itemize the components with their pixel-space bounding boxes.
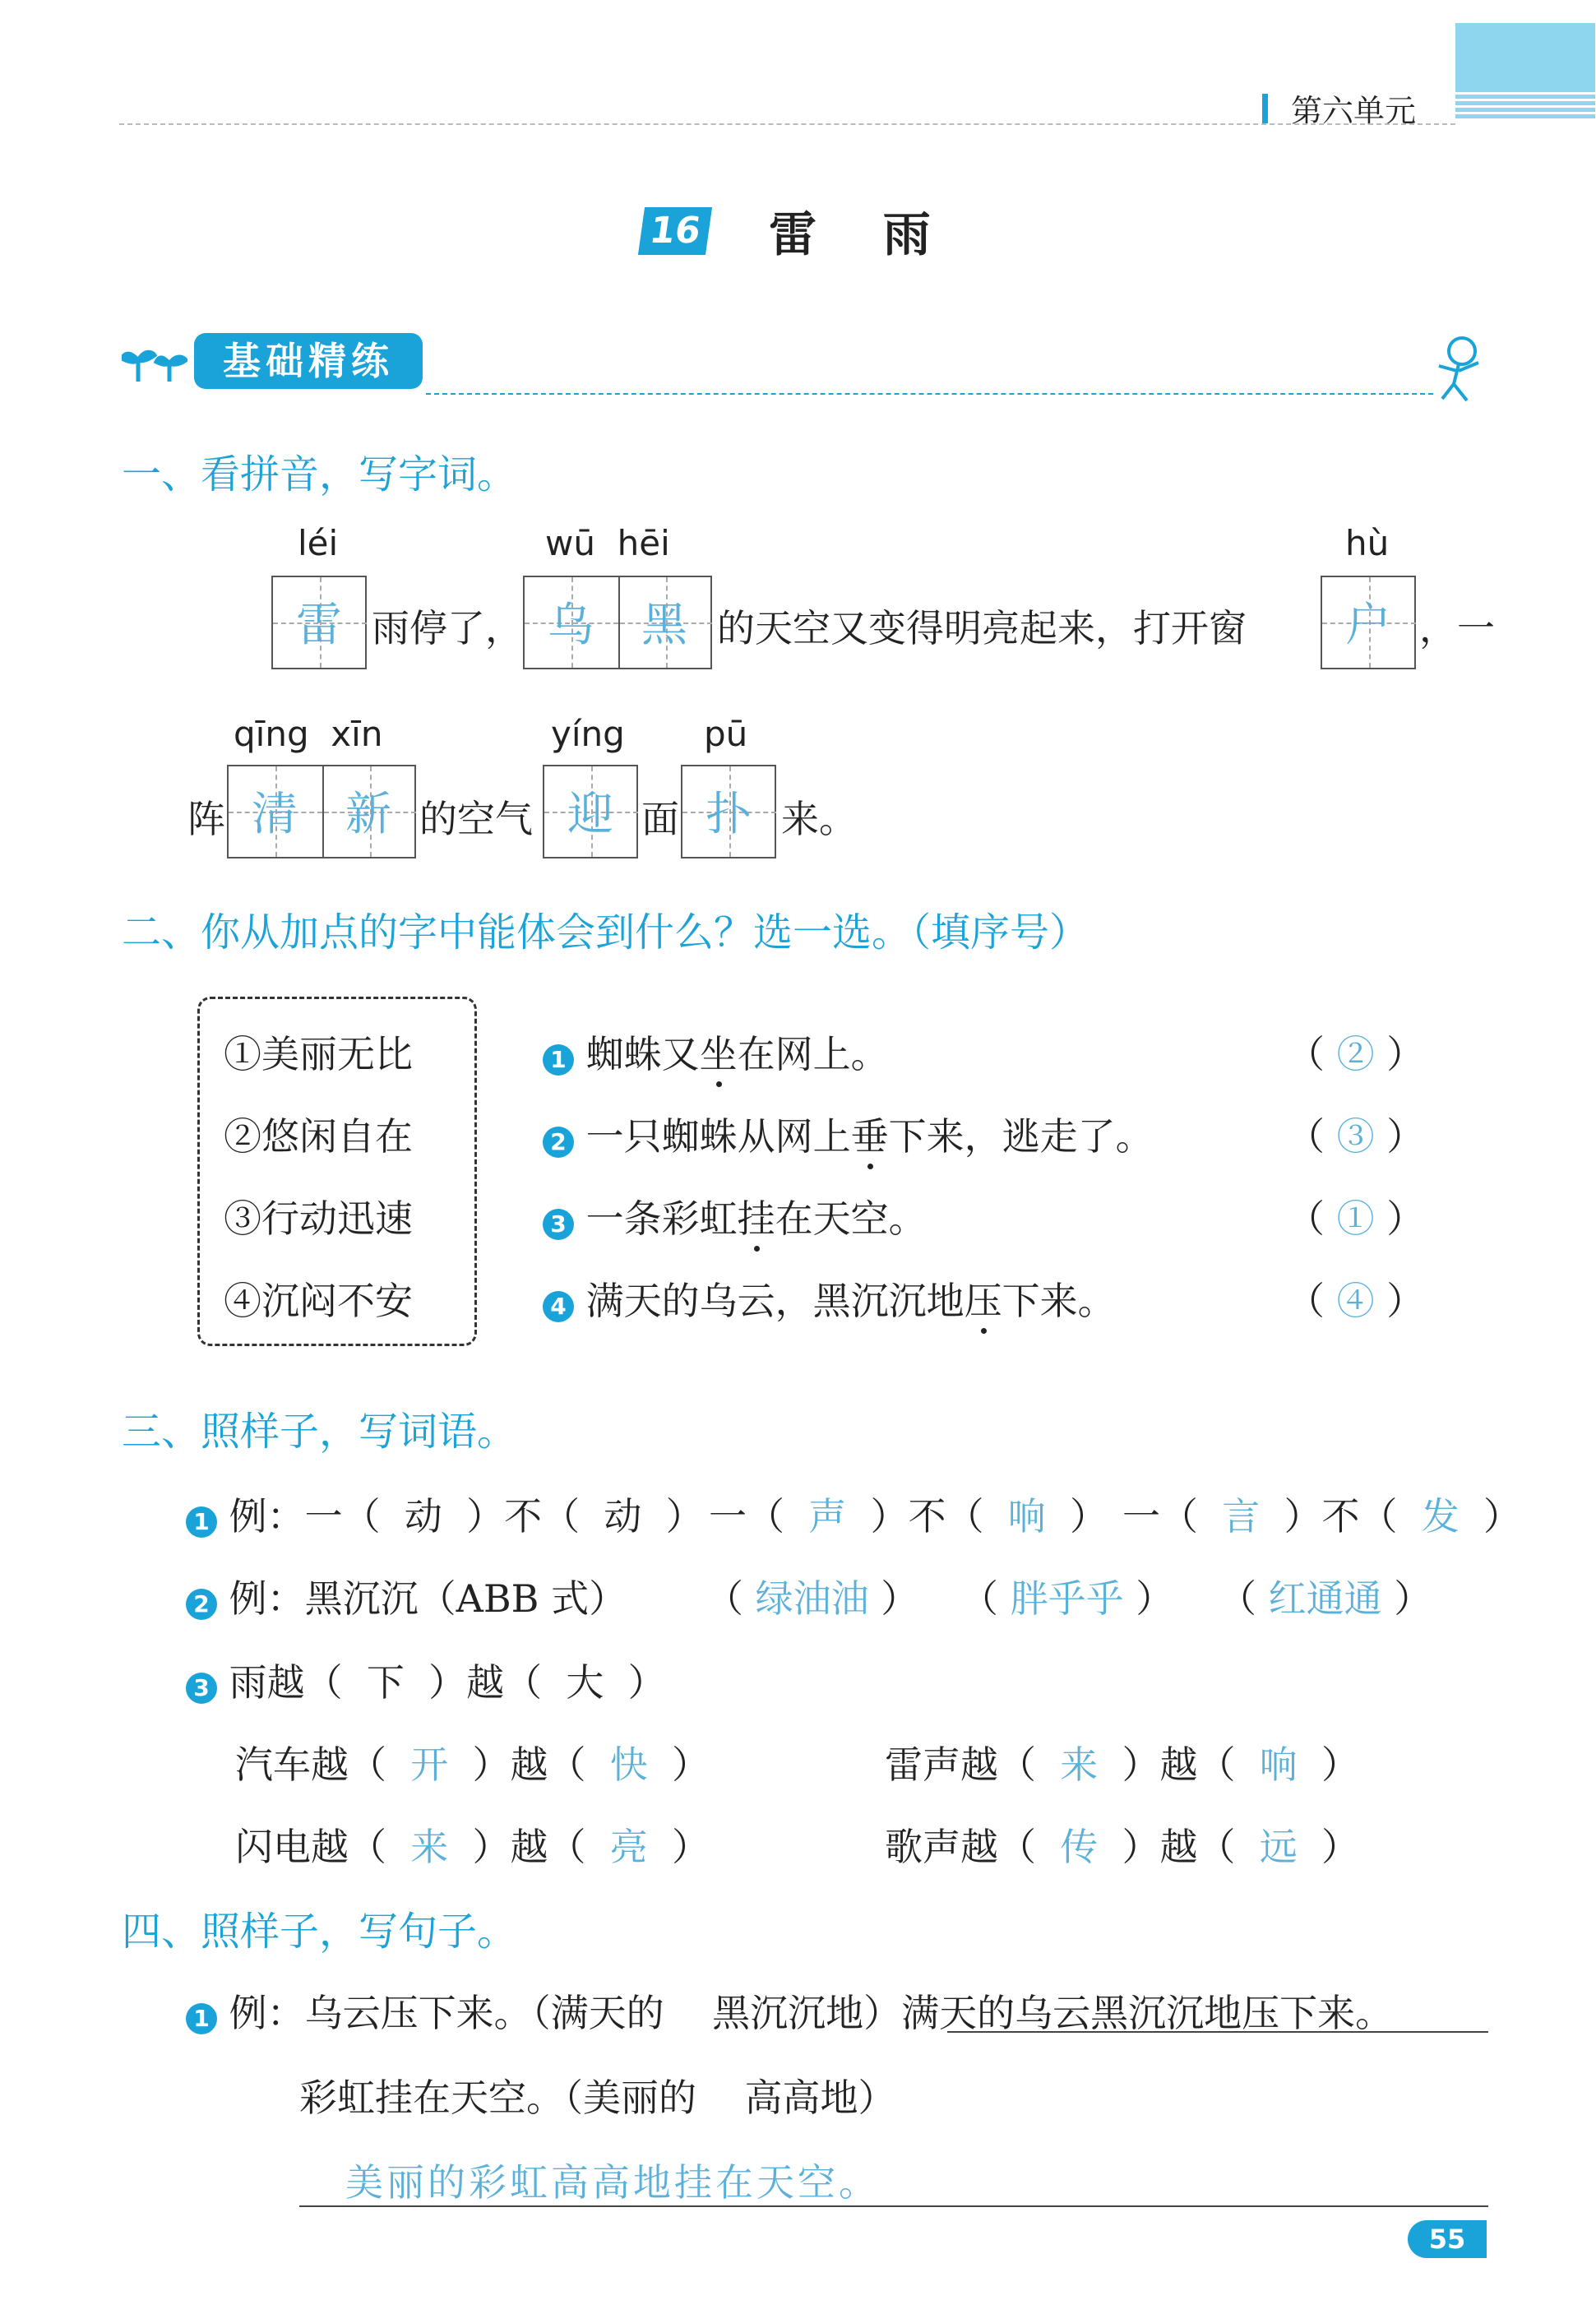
pair-label: 雷声越	[885, 1742, 998, 1787]
s3-answer: 言	[1222, 1494, 1261, 1539]
s3-row2-ans-1[interactable]: （ 绿油油 ）	[705, 1576, 919, 1621]
item-pre: 满天的乌云，黑沉沉地	[585, 1279, 965, 1323]
lesson-number: 16	[638, 207, 712, 255]
text-2: 的天空又变得明亮起来，打开窗	[717, 606, 1247, 650]
text-4: 阵	[187, 797, 225, 841]
text-5: 的空气	[419, 797, 533, 841]
answer-qing: 清	[252, 788, 298, 841]
s3-row2-ans-2[interactable]: （ 胖乎乎 ）	[960, 1576, 1174, 1621]
s4-example-prefix: 例：乌云压下来。（满天的 黑沉沉地）	[229, 1991, 902, 2035]
s4-example-result: 满天的乌云黑沉沉地压下来。	[901, 1991, 1394, 2035]
pair-2[interactable]: 雷声越（ 来 ）越（ 响 ）	[885, 1742, 1359, 1787]
running-figure-icon	[1431, 333, 1488, 410]
item-post: 下来，逃走了。	[888, 1114, 1154, 1159]
answer-2: ③	[1336, 1114, 1375, 1159]
answer-paren-2[interactable]: （ ③ ）	[1287, 1114, 1425, 1159]
pair-4[interactable]: 歌声越（ 传 ）越（ 远 ）	[885, 1825, 1359, 1869]
dotted-char: 垂	[851, 1107, 889, 1161]
pair-label: 闪电越	[235, 1825, 349, 1869]
banner-label	[194, 333, 423, 389]
pair-label: 汽车越	[235, 1742, 349, 1787]
pair-answer: 传	[1060, 1825, 1099, 1869]
item-number: 2	[186, 1589, 217, 1620]
lesson-title: 雷 雨	[769, 206, 931, 262]
s3-row1-example: 例：一（ 动 ）不（ 动 ）	[229, 1494, 704, 1539]
option-4: ④沉闷不安	[224, 1279, 413, 1323]
answer-paren-1[interactable]: （ ② ）	[1287, 1032, 1425, 1076]
pair-answer: 快	[609, 1742, 648, 1787]
item-2	[543, 1107, 1154, 1161]
item-1	[543, 1025, 889, 1079]
s3-answer: 声	[808, 1494, 847, 1539]
s3-row3-example: 雨越（ 下 ）越（ 大 ）	[229, 1660, 666, 1705]
section2-title: 二、你从加点的字中能体会到什么？选一选。（填序号）	[122, 909, 1089, 956]
pinyin-wuhei: wū hēi	[545, 523, 670, 563]
s3-row1	[186, 1487, 704, 1541]
pair-answer: 亮	[609, 1825, 648, 1869]
pinyin-ying: yíng	[551, 714, 625, 754]
pair-answer: 来	[410, 1825, 449, 1869]
s3-row1-ans-a[interactable]: 一（ 声 ）不（ 响 ）	[709, 1494, 1108, 1539]
answer-wu: 乌	[548, 599, 594, 652]
pair-1[interactable]: 汽车越（ 开 ）越（ 快 ）	[235, 1742, 710, 1787]
header-dash-line	[119, 123, 1455, 125]
pair-3[interactable]: 闪电越（ 来 ）越（ 亮 ）	[235, 1825, 710, 1869]
pair-answer: 开	[410, 1742, 449, 1787]
answer-box-wuhei[interactable]	[523, 576, 712, 669]
banner-text: 基础精练	[223, 339, 394, 383]
section4-title: 四、照样子，写句子。	[122, 1909, 517, 1955]
item-number: 4	[543, 1291, 574, 1322]
pinyin-pu: pū	[704, 714, 748, 754]
unit-label: 第六单元	[1291, 93, 1417, 129]
s4-example	[186, 1983, 1393, 2038]
text-7: 来。	[781, 797, 857, 841]
item-3	[543, 1189, 927, 1243]
item-post: 在天空。	[775, 1196, 927, 1241]
s3-row3	[186, 1653, 666, 1707]
dotted-char: 坐	[700, 1025, 738, 1079]
item-pre: 一条彩虹	[585, 1196, 738, 1241]
answer-xin: 新	[345, 788, 391, 841]
answer-hu: 户	[1345, 599, 1391, 652]
answer-lei: 雷	[296, 599, 342, 652]
s3-answer: 绿油油	[755, 1576, 869, 1621]
s3-row1-ans-b[interactable]: 一（ 言 ）不（ 发 ）	[1122, 1494, 1521, 1539]
example-underline	[947, 2031, 1488, 2033]
s3-answer: 发	[1421, 1494, 1460, 1539]
text-1: 雨停了，	[372, 606, 523, 650]
answer-1: ②	[1336, 1032, 1375, 1076]
answer-ying: 迎	[567, 788, 613, 841]
answer-box-qingxin[interactable]	[227, 765, 416, 858]
item-4	[543, 1271, 1116, 1326]
option-3: ③行动迅速	[224, 1196, 413, 1241]
answer-box-pu[interactable]	[681, 765, 776, 858]
answer-paren-3[interactable]: （ ① ）	[1287, 1196, 1425, 1241]
item-number: 3	[186, 1673, 217, 1704]
item-number: 1	[186, 2003, 217, 2034]
answer-box-lei[interactable]	[271, 576, 367, 669]
header-bar	[1262, 94, 1268, 123]
option-2: ②悠闲自在	[224, 1114, 413, 1159]
section1-title: 一、看拼音，写字词。	[122, 451, 517, 497]
pair-label: 歌声越	[885, 1825, 998, 1869]
dotted-char: 压	[965, 1271, 1002, 1326]
pair-answer: 来	[1060, 1742, 1099, 1787]
item-number: 2	[543, 1127, 574, 1158]
item-pre: 蜘蛛又	[585, 1032, 700, 1076]
item-pre: 一只蜘蛛从网上	[585, 1114, 851, 1159]
pinyin-qingxin: qīng xīn	[234, 714, 383, 754]
option-1: ①美丽无比	[224, 1032, 413, 1076]
answer-3: ①	[1336, 1196, 1375, 1241]
item-number: 1	[186, 1506, 217, 1538]
item-post: 在网上。	[737, 1032, 889, 1076]
s4-answer[interactable]: 美丽的彩虹高高地挂在天空。	[345, 2160, 880, 2205]
answer-pu: 扑	[705, 788, 752, 841]
answer-box-hu[interactable]	[1321, 576, 1416, 669]
answer-4: ④	[1336, 1279, 1375, 1323]
header-stripes	[1455, 92, 1595, 120]
answer-hei: 黑	[641, 599, 687, 652]
item-number: 1	[543, 1044, 574, 1076]
s3-row2-ans-3[interactable]: （ 红通通 ）	[1219, 1576, 1432, 1621]
sprout-icon	[122, 332, 187, 386]
pair-answer: 响	[1259, 1742, 1298, 1787]
section3-title: 三、照样子，写词语。	[122, 1409, 517, 1455]
item-number: 3	[543, 1209, 574, 1240]
answer-paren-4[interactable]: （ ④ ）	[1287, 1279, 1425, 1323]
answer-box-ying[interactable]	[543, 765, 638, 858]
pinyin-lei: léi	[298, 523, 339, 563]
dotted-char: 挂	[738, 1189, 775, 1243]
text-6: 面	[641, 797, 679, 841]
pinyin-hu: hù	[1345, 523, 1390, 563]
s3-answer: 响	[1007, 1494, 1046, 1539]
s4-question: 彩虹挂在天空。（美丽的 高高地）	[299, 2076, 896, 2120]
pair-answer: 远	[1259, 1825, 1298, 1869]
text-3: ，一	[1419, 606, 1495, 650]
s3-row2-example: 例：黑沉沉（ABB 式）	[229, 1576, 627, 1621]
banner-dash-line	[426, 393, 1433, 395]
s3-answer: 红通通	[1268, 1576, 1382, 1621]
s3-row2	[186, 1569, 627, 1623]
answer-underline	[299, 2205, 1488, 2207]
item-post: 下来。	[1002, 1279, 1116, 1323]
page-number: 55	[1408, 2220, 1487, 2258]
s3-answer: 胖乎乎	[1010, 1576, 1124, 1621]
